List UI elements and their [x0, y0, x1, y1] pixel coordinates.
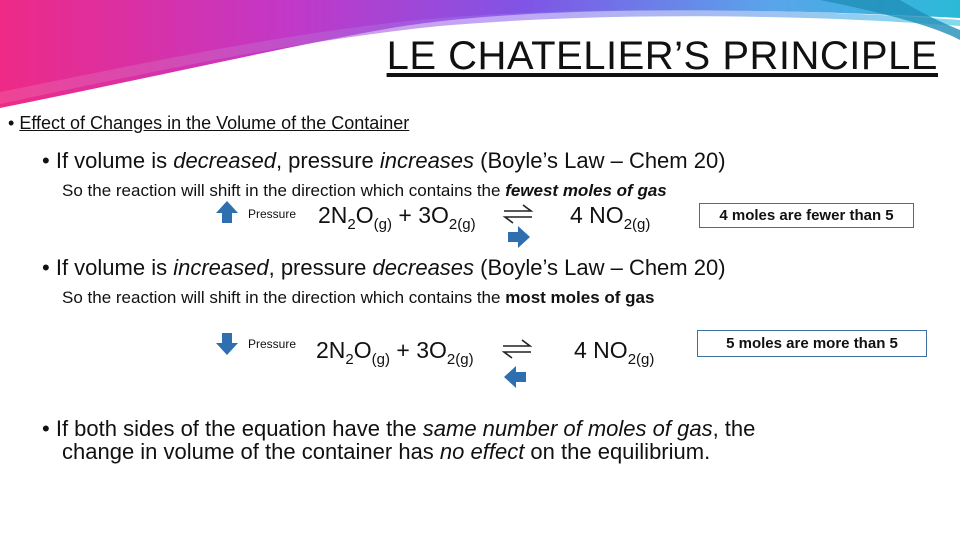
- text-emphasis: same number of moles of gas: [422, 416, 713, 441]
- equation-product: [570, 202, 650, 233]
- eq-text: 4 NO: [574, 337, 628, 363]
- text-emphasis: decreases: [372, 255, 475, 280]
- callout-more-moles: 5 moles are more than 5: [697, 330, 927, 357]
- bullet-same-moles: [42, 417, 922, 463]
- callout-fewer-moles: 4 moles are fewer than 5: [699, 203, 914, 228]
- text-segment: (Boyle’s Law – Chem 20): [474, 255, 726, 280]
- equilibrium-arrows-icon: [502, 340, 532, 358]
- text-emphasis: no effect: [439, 439, 525, 464]
- eq-text: 2N: [318, 202, 348, 228]
- eq-text: 2N: [316, 337, 346, 363]
- bullet-marker: •: [42, 148, 50, 173]
- equilibrium-arrows-icon: [503, 205, 533, 223]
- eq-text: O: [355, 202, 374, 228]
- chemical-equation: [316, 337, 474, 368]
- eq-subscript: 2(g): [448, 216, 476, 233]
- eq-subscript: 2: [345, 351, 354, 368]
- bullet-volume-decreased: [42, 148, 726, 174]
- equation-product: [574, 337, 654, 368]
- pressure-label: Pressure: [248, 207, 297, 221]
- eq-text: + 3O: [389, 337, 447, 363]
- eq-text: 4 NO: [570, 202, 624, 228]
- text-segment: , pressure: [268, 255, 373, 280]
- eq-text: + 3O: [391, 202, 449, 228]
- text-segment: , the: [712, 416, 756, 441]
- text-segment: change in volume of the container has: [62, 439, 440, 464]
- bullet-text: Effect of Changes in the Volume of the Container: [19, 113, 410, 133]
- eq-subscript: 2(g): [446, 351, 474, 368]
- text-segment: , pressure: [275, 148, 380, 173]
- note-most-moles: [62, 288, 654, 308]
- bullet-marker: •: [8, 113, 15, 133]
- up-arrow-icon: [215, 200, 239, 224]
- text-segment: If both sides of the equation have the: [55, 416, 423, 441]
- eq-subscript: (g): [371, 351, 390, 368]
- eq-subscript: (g): [373, 216, 392, 233]
- text-segment: If volume is: [55, 148, 174, 173]
- text-segment: So the reaction will shift in the direction which contains the: [62, 288, 506, 307]
- left-arrow-icon: [503, 365, 527, 389]
- eq-subscript: 2(g): [627, 351, 655, 368]
- bullet-marker: •: [42, 255, 50, 280]
- text-emphasis: most moles of gas: [505, 288, 655, 307]
- text-segment: on the equilibrium.: [524, 439, 711, 464]
- eq-text: O: [353, 337, 372, 363]
- right-arrow-icon: [507, 225, 531, 249]
- text-emphasis: decreased: [173, 148, 276, 173]
- text-emphasis: increased: [173, 255, 269, 280]
- pressure-label: Pressure: [248, 337, 297, 351]
- text-segment: If volume is: [55, 255, 174, 280]
- bullet-volume-changes: [8, 113, 409, 134]
- bullet-marker: •: [42, 416, 50, 441]
- chemical-equation: [318, 202, 476, 233]
- text-segment: (Boyle’s Law – Chem 20): [474, 148, 726, 173]
- eq-subscript: 2: [347, 216, 356, 233]
- text-segment: So the reaction will shift in the direction which contains the: [62, 181, 506, 200]
- down-arrow-icon: [215, 332, 239, 356]
- text-emphasis: increases: [379, 148, 475, 173]
- page-title: LE CHATELIER’S PRINCIPLE: [386, 34, 938, 78]
- eq-subscript: 2(g): [623, 216, 651, 233]
- bullet-continuation: [42, 440, 922, 463]
- bullet-volume-increased: [42, 255, 726, 281]
- text-emphasis: fewest moles of gas: [505, 181, 667, 200]
- note-fewest-moles: [62, 181, 667, 201]
